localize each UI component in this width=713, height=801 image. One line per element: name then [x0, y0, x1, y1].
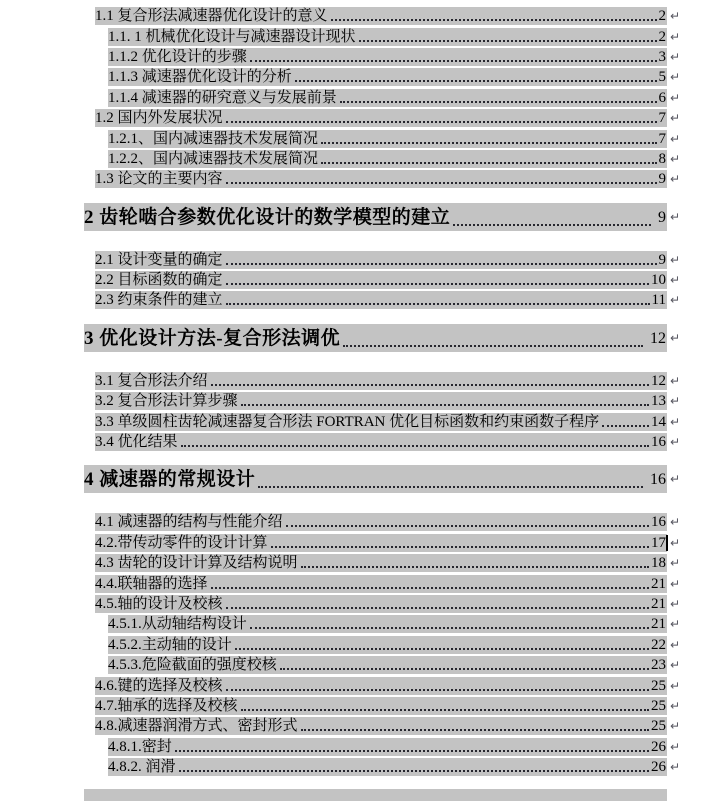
toc-page-number[interactable]: 25 — [651, 697, 666, 714]
line-break-mark: ↵ — [670, 131, 681, 146]
toc-entry[interactable] — [0, 67, 681, 87]
toc-page-number[interactable]: 3 — [658, 48, 666, 65]
line-break-mark: ↵ — [670, 9, 681, 24]
dot-leader — [250, 60, 657, 62]
toc-page-number[interactable]: 26 — [651, 759, 666, 776]
line-break-mark: ↵ — [670, 739, 681, 754]
toc-page-number[interactable]: 16 — [651, 434, 666, 451]
dot-leader — [271, 546, 649, 548]
toc-entry-label[interactable]: 1.3 论文的主要内容 — [95, 171, 223, 188]
toc-page-number[interactable]: 21 — [651, 575, 666, 592]
toc-entry[interactable] — [0, 533, 681, 553]
toc-entry-label[interactable]: 3 优化设计方法-复合形法调优 — [84, 327, 341, 349]
toc-entry[interactable] — [0, 169, 681, 189]
line-break-mark: ↵ — [670, 414, 681, 429]
toc-entry-label[interactable]: 2.1 设计变量的确定 — [95, 251, 223, 268]
toc-entry-shading — [95, 575, 667, 593]
toc-page-number[interactable]: 11 — [651, 292, 666, 309]
toc-page-number[interactable]: 25 — [651, 677, 666, 694]
line-break-mark: ↵ — [670, 273, 681, 288]
toc-entry-shading — [108, 130, 667, 148]
dot-leader — [226, 607, 649, 609]
dot-leader — [226, 283, 649, 285]
toc-entry-label[interactable]: 1.2.1、国内减速器技术发展简况 — [108, 130, 319, 147]
toc-entry-label[interactable]: 4.2.带传动零件的设计计算 — [95, 534, 268, 551]
toc-entry-label[interactable]: 2.3 约束条件的建立 — [95, 292, 223, 309]
toc-page-number[interactable]: 25 — [651, 718, 666, 735]
dot-leader — [301, 566, 649, 568]
dot-leader — [295, 80, 657, 82]
toc-page-number[interactable]: 23 — [651, 657, 666, 674]
dot-leader — [343, 345, 643, 347]
toc-entry[interactable] — [0, 88, 681, 108]
dot-leader — [211, 587, 649, 589]
toc-entry-shading — [84, 789, 667, 801]
toc-entry[interactable] — [0, 47, 681, 67]
toc-entry-label[interactable]: 4.5.3.危险截面的强度校核 — [108, 657, 277, 674]
toc-entry-label[interactable]: 4.7.轴承的选择及校核 — [95, 697, 238, 714]
dot-leader — [301, 729, 649, 731]
toc-entry-shading — [95, 291, 667, 309]
line-break-mark: ↵ — [670, 373, 681, 388]
dot-leader — [321, 162, 656, 164]
line-break-mark: ↵ — [670, 209, 681, 224]
toc-entry-shading — [95, 413, 667, 431]
dot-leader — [258, 486, 643, 488]
toc-entry-shading — [95, 595, 667, 613]
toc-entry-label[interactable]: 1.1. 1 机械优化设计与减速器设计现状 — [108, 28, 356, 45]
toc-entry-shading — [95, 392, 667, 410]
toc-entry[interactable] — [0, 6, 681, 26]
toc-entry-shading — [95, 7, 667, 25]
toc-page-number[interactable]: 10 — [651, 272, 666, 289]
toc-entry[interactable] — [0, 108, 681, 128]
toc-entry-label[interactable]: 1.2 国内外发展状况 — [95, 110, 223, 127]
toc-entry-shading — [95, 554, 667, 572]
toc-entry[interactable] — [0, 270, 681, 290]
toc-entry-shading — [84, 324, 667, 352]
toc-entry-label[interactable]: 1.1 复合形法减速器优化设计的意义 — [95, 8, 328, 25]
toc-entry-label[interactable]: 4 减速器的常规设计 — [84, 469, 256, 491]
toc-entry[interactable] — [0, 371, 681, 391]
toc-entry[interactable] — [0, 675, 681, 695]
toc-entry[interactable] — [0, 757, 681, 777]
toc-entry[interactable] — [0, 696, 681, 716]
toc-entry-shading — [108, 615, 667, 633]
toc-entry[interactable] — [0, 464, 681, 494]
toc-entry[interactable] — [0, 512, 681, 532]
line-break-mark: ↵ — [670, 90, 681, 105]
line-break-mark: ↵ — [670, 658, 681, 673]
line-break-mark: ↵ — [670, 637, 681, 652]
line-break-mark: ↵ — [670, 70, 681, 85]
toc-entry-shading — [84, 203, 667, 231]
toc-entry-label[interactable]: 4.6.键的选择及校核 — [95, 677, 223, 694]
toc-entry-shading — [108, 636, 667, 654]
toc-entry-shading — [95, 170, 667, 188]
line-break-mark: ↵ — [670, 556, 681, 571]
line-break-mark: ↵ — [670, 293, 681, 308]
line-break-mark: ↵ — [670, 515, 681, 530]
toc-page-number[interactable]: 13 — [651, 393, 666, 410]
toc-entry[interactable] — [0, 149, 681, 169]
toc-entry-shading — [108, 28, 667, 46]
line-break-mark: ↵ — [670, 698, 681, 713]
toc-entry[interactable] — [0, 655, 681, 675]
toc-entry-label[interactable]: 4.1 减速器的结构与性能介绍 — [95, 514, 283, 531]
toc-entry-shading — [108, 48, 667, 66]
line-break-mark: ↵ — [670, 394, 681, 409]
toc-entry[interactable] — [0, 250, 681, 270]
toc-entry-label[interactable]: 4.5.1.从动轴结构设计 — [108, 616, 247, 633]
toc-entry-shading — [84, 465, 667, 493]
toc-page-number[interactable]: 21 — [651, 616, 666, 633]
dot-leader — [602, 425, 649, 427]
toc-entry-label[interactable]: 3.2 复合形法计算步骤 — [95, 393, 238, 410]
toc-entry-shading — [95, 697, 667, 715]
toc-page-number[interactable]: 12 — [651, 372, 666, 389]
toc-entry-label[interactable]: 1.2.2、国内减速器技术发展简况 — [108, 150, 319, 167]
dot-leader — [181, 445, 649, 447]
toc-entry[interactable] — [0, 789, 667, 801]
toc-entry[interactable] — [0, 391, 681, 411]
toc-page-number[interactable]: 6 — [658, 89, 666, 106]
toc-page-number[interactable]: 16 — [650, 471, 666, 489]
line-break-mark: ↵ — [670, 678, 681, 693]
line-break-mark: ↵ — [670, 330, 681, 345]
toc-page-number[interactable]: 9 — [658, 171, 666, 188]
toc-entry-label[interactable]: 4.8.减速器润滑方式、密封形式 — [95, 718, 298, 735]
dot-leader — [250, 627, 649, 629]
toc-page-number[interactable]: 12 — [650, 329, 666, 347]
toc-entry-shading — [95, 513, 667, 531]
line-break-mark: ↵ — [670, 252, 681, 267]
toc-page-number[interactable]: 18 — [651, 555, 666, 572]
toc-entry[interactable] — [0, 635, 681, 655]
toc-entry[interactable] — [0, 737, 681, 757]
toc-entry-label[interactable]: 2 齿轮啮合参数优化设计的数学模型的建立 — [84, 206, 451, 228]
table-of-contents — [0, 6, 713, 801]
toc-page-number[interactable]: 9 — [658, 251, 666, 268]
toc-entry-shading — [95, 372, 667, 390]
toc-entry[interactable] — [0, 26, 681, 46]
toc-entry-label[interactable]: 3.1 复合形法介绍 — [95, 372, 208, 389]
line-break-mark: ↵ — [670, 472, 681, 487]
toc-entry-label[interactable]: 4.5.轴的设计及校核 — [95, 596, 223, 612]
toc-page-number[interactable]: 26 — [651, 738, 666, 755]
toc-page-number[interactable]: 7 — [658, 110, 666, 127]
toc-entry-shading — [95, 677, 667, 695]
dot-leader — [175, 750, 649, 752]
toc-entry-shading — [108, 89, 667, 107]
line-break-mark: ↵ — [670, 760, 681, 775]
toc-page-number[interactable]: 16 — [651, 514, 666, 531]
toc-page-number[interactable]: 21 — [651, 596, 666, 612]
line-break-mark: ↵ — [670, 49, 681, 64]
dot-leader — [241, 404, 649, 406]
dot-leader — [241, 709, 649, 711]
toc-entry-label[interactable]: 1.1.3 减速器优化设计的分析 — [108, 69, 292, 86]
toc-entry-label[interactable]: 1.1.4 减速器的研究意义与发展前景 — [108, 89, 337, 106]
toc-entry[interactable] — [0, 290, 681, 310]
dot-leader — [226, 121, 657, 123]
toc-entry-label[interactable]: 3.4 优化结果 — [95, 434, 178, 451]
toc-entry-shading — [108, 150, 667, 168]
toc-entry-label[interactable]: 4.5.2.主动轴的设计 — [108, 636, 232, 653]
toc-page-number[interactable]: 9 — [658, 208, 666, 226]
dot-leader — [340, 101, 657, 103]
toc-entry-shading — [95, 717, 667, 735]
toc-entry-label[interactable]: 2.2 目标函数的确定 — [95, 272, 223, 289]
toc-page-number[interactable]: 2 — [658, 8, 666, 25]
line-break-mark: ↵ — [670, 151, 681, 166]
toc-entry-shading — [108, 68, 667, 86]
toc-entry-label[interactable]: 4.4.联轴器的选择 — [95, 575, 208, 592]
toc-page-number[interactable]: 2 — [658, 28, 666, 45]
dot-leader — [226, 182, 657, 184]
dot-leader — [286, 525, 649, 527]
dot-leader — [211, 384, 649, 386]
text-cursor — [666, 535, 668, 551]
toc-page-number[interactable]: 8 — [658, 150, 666, 167]
toc-page-number[interactable]: 7 — [658, 130, 666, 147]
toc-entry[interactable] — [0, 202, 681, 232]
dot-leader — [359, 40, 657, 42]
toc-entry[interactable] — [0, 614, 681, 634]
toc-entry[interactable] — [0, 411, 681, 431]
line-break-mark: ↵ — [670, 617, 681, 632]
dot-leader — [179, 770, 649, 772]
toc-entry-label[interactable]: 3.3 单级圆柱齿轮减速器复合形法 FORTRAN 优化目标函数和约束函数子程序 — [95, 413, 600, 430]
toc-page-number[interactable]: 14 — [651, 413, 666, 430]
toc-entry-shading — [108, 656, 667, 674]
toc-entry-label[interactable]: 1.1.2 优化设计的步骤 — [108, 48, 247, 65]
toc-page-number[interactable]: 22 — [651, 636, 666, 653]
toc-entry[interactable] — [0, 432, 681, 452]
toc-entry-shading — [95, 271, 667, 289]
dot-leader — [321, 142, 656, 144]
toc-entry-label[interactable]: 4.8.1.密封 — [108, 738, 172, 755]
line-break-mark: ↵ — [670, 576, 681, 591]
toc-entry[interactable] — [0, 573, 681, 593]
dot-leader — [280, 668, 649, 670]
toc-entry[interactable] — [0, 323, 681, 353]
toc-entry-shading — [95, 433, 667, 451]
toc-entry-label[interactable]: 4.8.2. 润滑 — [108, 759, 176, 776]
toc-entry[interactable] — [0, 128, 681, 148]
line-break-mark: ↵ — [670, 535, 681, 550]
toc-entry-shading — [95, 251, 667, 269]
toc-entry[interactable] — [0, 553, 681, 573]
dot-leader — [331, 19, 657, 21]
line-break-mark: ↵ — [670, 597, 681, 611]
dot-leader — [235, 648, 649, 650]
line-break-mark: ↵ — [670, 111, 681, 126]
dot-leader — [226, 263, 657, 265]
toc-entry-shading — [95, 534, 667, 552]
line-break-mark: ↵ — [670, 435, 681, 450]
toc-entry-shading — [108, 758, 667, 776]
toc-entry-shading — [108, 738, 667, 756]
dot-leader — [226, 689, 649, 691]
line-break-mark: ↵ — [670, 29, 681, 44]
toc-entry-shading — [95, 109, 667, 127]
dot-leader — [453, 224, 651, 226]
toc-entry[interactable] — [0, 594, 681, 614]
toc-page-number[interactable]: 5 — [658, 69, 666, 86]
toc-page-number[interactable]: 17 — [651, 534, 666, 551]
toc-entry[interactable] — [0, 716, 681, 736]
line-break-mark: ↵ — [670, 172, 681, 187]
toc-entry-label[interactable]: 4.3 齿轮的设计计算及结构说明 — [95, 555, 298, 572]
dot-leader — [226, 303, 650, 305]
line-break-mark: ↵ — [670, 719, 681, 734]
